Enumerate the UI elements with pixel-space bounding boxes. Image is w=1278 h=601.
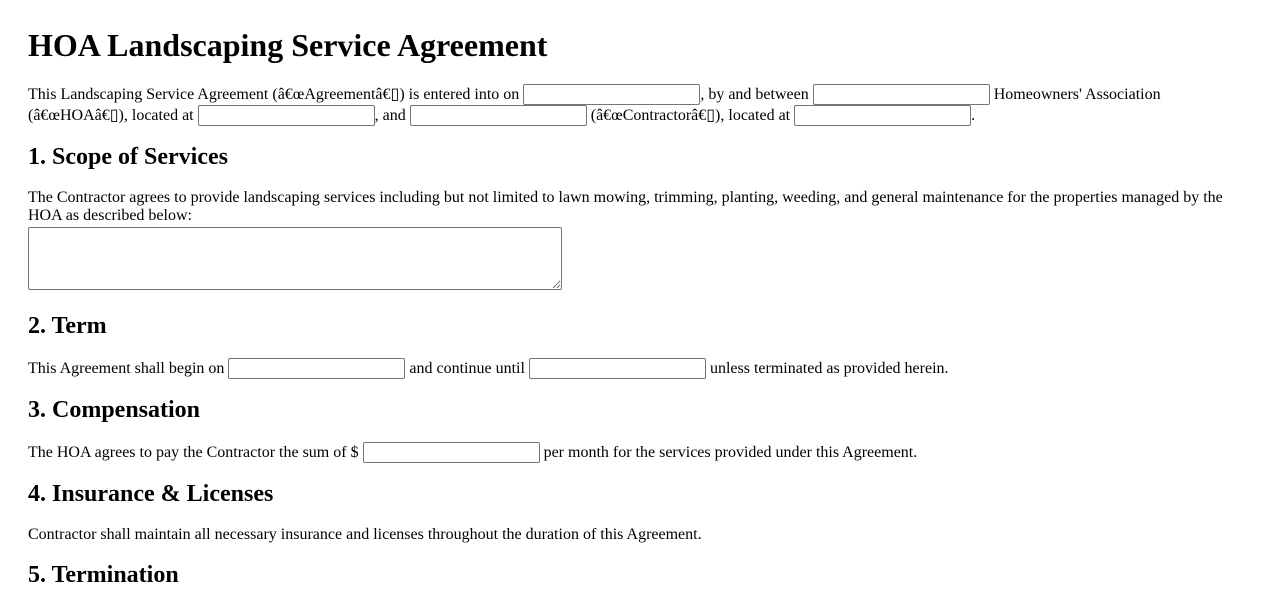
scope-paragraph xyxy=(28,189,1250,295)
agreement-date-input[interactable] xyxy=(523,84,700,105)
start-date-input[interactable] xyxy=(228,358,405,379)
page-title: HOA Landscaping Service Agreement xyxy=(28,27,548,63)
intro-text-after-hoa-name: Homeowners' Association (â€œHOAâ€▯), located at xyxy=(28,86,1161,124)
scope-body-text: The Contractor agrees to provide landscaping services including but not limited to lawn mowing, trimming, planting, weeding, and general maintenance for the properties managed by the HOA as described below: xyxy=(28,189,1223,224)
contractor-address-input[interactable] xyxy=(794,105,971,126)
intro-text-after-contractor-name: (â€œContractorâ€▯), located at xyxy=(586,107,795,124)
term-paragraph xyxy=(28,358,1250,379)
compensation-text-after-amount: per month for the services provided under this Agreement. xyxy=(539,444,918,461)
insurance-paragraph xyxy=(28,526,1250,544)
compensation-text-before-amount: The HOA agrees to pay the Contractor the sum of $ xyxy=(28,444,363,461)
contractor-name-input[interactable] xyxy=(410,105,587,126)
section-heading-term: 2. Term xyxy=(28,313,107,339)
intro-text-after-date: , by and between xyxy=(700,86,813,103)
term-text-between: and continue until xyxy=(405,360,529,377)
compensation-paragraph xyxy=(28,442,1250,463)
section-heading-scope: 1. Scope of Services xyxy=(28,144,228,170)
section-heading-insurance: 4. Insurance & Licenses xyxy=(28,481,274,507)
services-description-textarea[interactable] xyxy=(28,227,562,290)
section-heading-compensation: 3. Compensation xyxy=(28,397,201,423)
intro-text-end: . xyxy=(971,107,976,124)
hoa-address-input[interactable] xyxy=(198,105,375,126)
end-date-input[interactable] xyxy=(529,358,706,379)
hoa-name-input[interactable] xyxy=(813,84,990,105)
term-text-after-end: unless terminated as provided herein. xyxy=(705,360,949,377)
monthly-amount-input[interactable] xyxy=(363,442,540,463)
section-heading-termination: 5. Termination xyxy=(28,562,179,588)
intro-text-after-hoa-address: , and xyxy=(374,107,410,124)
intro-text-before-date: This Landscaping Service Agreement (â€œAgreementâ€▯) is entered into on xyxy=(28,86,524,103)
term-text-before-start: This Agreement shall begin on xyxy=(28,360,229,377)
insurance-body-text: Contractor shall maintain all necessary insurance and licenses throughout the duration of this Agreement. xyxy=(28,526,702,543)
intro-paragraph xyxy=(28,84,1250,126)
